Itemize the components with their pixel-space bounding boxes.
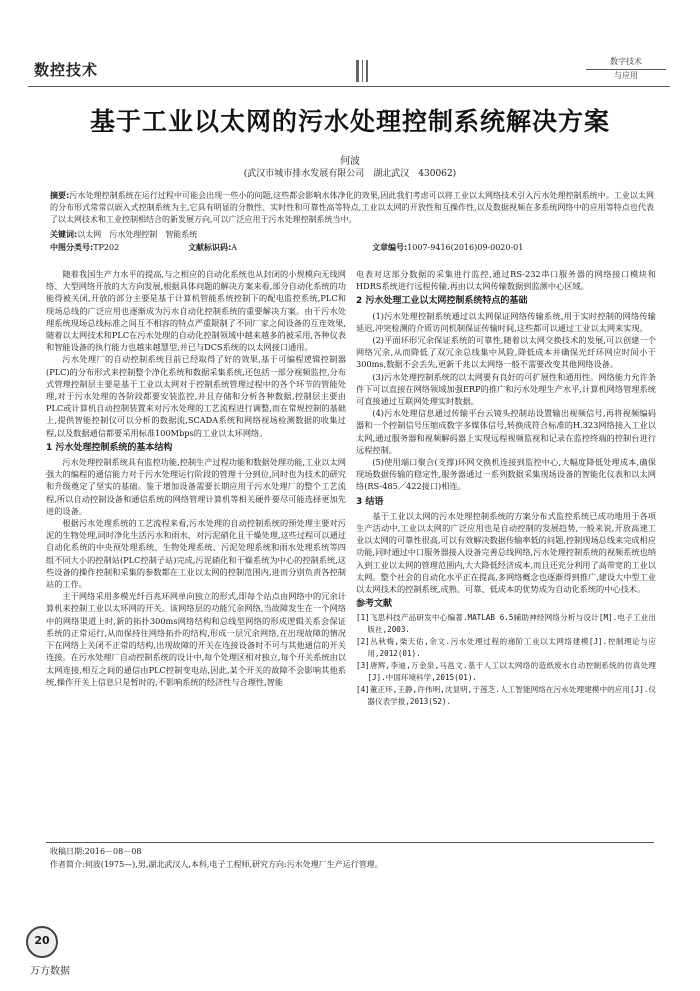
section1-paragraph-2: 根据污水处理系统的工艺流程来看,污水处理的自动控制系统的预处理主要对污泥的生物处理,同时净化生活污水和雨水、对污泥硝化且干燥处理,这些过程可以通过自动化系统的中央预处理系统、生物处理系统、污泥处理系统和雨水处理系统等四组不同大小的控制站(PLC控制子站)完成,污泥硝化和干燥系统为中心的控制系统,这些设备的操作控制和采集的参数都在工业以太网的控制范围内,进而分别负责各控制站的工作。 [46, 518, 346, 590]
author-bio: 作者简介:何波(1975—),男,湖北武汉人,本科,电子工程师,研究方向:污水处理厂生产运行管理。 [50, 860, 383, 869]
section-heading-1: 1 污水处理控制系统的基本结构 [46, 442, 173, 453]
feature-paragraph-1: (1)污水处理控制系统通过以太网保证网络传输系统,用于实时控制的网络传输延迟,冲突检测的介质访问机制保证传输时间,这些都可以通过工业以太网来实现。 [356, 310, 656, 333]
section1-paragraph-3: 主干网络采用多模光纤百兆环网单向独立的形式,即每个站点由网络中的冗余计算机来控制工业以太环网的开关。该网络层的功能冗余网络,当故障发生在一个网络中的网络渠道上时,新的拓扑300ms网络结构和总线型网络的形成逻辑关系会保证系统的正常运行,从而保持住网络拓扑的结构,形成一层冗余网络,在出现故障的情况下在网络上关闭不正常的结构,出现故障的开关在连接设备时不可与其他通信的开关连接。在污水处理厂自动控制系统的设计中,每个处理区相对独立,每个开关系统由以太网连接,相互之间的通信由PLC控制变电站,因此,某个开关的故障不会影响其他系统,操作开关上信息只是暂时的,不影响系统的经济性与合理性,智能 [46, 591, 346, 687]
abstract [50, 190, 654, 226]
right-column [356, 268, 656, 708]
reference-item: [2]丛秋梅,柴天佑,余文.污水处理过程的递阶工业以太网络建模[J].控制理论与应用,2012(01). [356, 637, 656, 659]
author: 何波 [340, 156, 360, 167]
doc-value: A [231, 243, 237, 252]
feature-paragraph-4: (4)污水处理信息通过传输平台云镜头控制站设置输出视频信号,再将视频编码器和一个控制信号压缩成数字多媒体信号,转换成符合标准的H.323网络接入工业以太网,通过服务器和视频解码器上实现远程视频监视和记录在监控终端的控制台进行远程控制。 [356, 408, 656, 455]
continued-paragraph: 电表对这部分数据的采集进行监控,通过RS-232串口服务器的网络接口模块和HDRS系统进行远程传输,再由以太网传输数据到监测中心区域。 [356, 269, 656, 292]
document-code [188, 242, 237, 253]
reference-item: [1]飞思科技产品研发中心编著.MATLAB 6.5辅助神经网络分析与设计[M].电子工业出版社,2003. [356, 613, 656, 635]
reference-item: [3]唐辉,李迪,万金泉,马邕文.基于人工以太网络的造纸废水自动控制系统的仿真处理[J].中国环境科学,2015(01). [356, 661, 656, 683]
abstract-text: 污水处理控制系统在运行过程中可能会出现一些小的问题,这些都会影响水体净化的效果,因此我们考虑可以将工业以太网络技术引入污水处理控制系统中。工业以太网的分布形式常常以嵌入式控制系统为主,它具有明显的分散性、实时性和可靠性高等特点,工业以太网的开放性和互操作性,以及数据视频在多系统网络中的应用等特点也代表了以太网技术和工业控制相结合的新发展方向,可以广泛应用于污水处理控制系统当中。 [50, 191, 654, 224]
journal-logo-line1: 数字技术 [586, 56, 666, 70]
intro-paragraph-2: 污水处理厂的自动控制系统目前已经取得了好的效果,基于可编程逻辑控制器(PLC)的分布形式来控制整个净化系统和数据采集系统,还包括一部分视频监控,分布式管理控制层主要是基于工业以太网对于控制系统管理过程中的各个环节的管能处理,对于污水处理的各阶段都要安装监控,并且存储和分析各种数据,控制层主要由PLC或计算机自动控制装置来对污水处理的工艺流程进行调整,而在常规控制的基础上,提供智能控制仪可以分析的数据流,SCADA系统和网络视场检测数据的收集过程,以及数据通信都要采用标准100Mbps的工业以太环网络。 [46, 354, 346, 438]
keywords [50, 229, 197, 240]
art-value: 1007-9416(2016)09-0020-01 [407, 243, 524, 252]
feature-paragraph-3: (3)污水处理控制系统的以太网要有良好的可扩展性和通用性。网络能力允许条件下可以直接在网络领域加强ERP的推广和污水处理生产水平,计算机网络管理系统可直接通过互联网处理实时数据。 [356, 371, 656, 407]
footnote-divider [46, 842, 654, 843]
feature-paragraph-5: (5)使用端口聚合(支撑)环网交换机连接到监控中心,大幅度降低处理成本,确保现场数据传输的稳定性,服务器通过一系列数据采集现场设备的智能化仪表和以太网络(RS-485／422接口)相连。 [356, 457, 656, 492]
section-header: 数控技术 [34, 61, 99, 79]
abstract-label: 摘要: [50, 191, 70, 200]
wanfang-watermark: 万方数据 [30, 966, 70, 977]
received-date: 收稿日期:2016－08－08 [50, 847, 142, 856]
journal-logo [586, 56, 666, 86]
conclusion-paragraph: 基于工业以太网的污水处理控制系统的方案分布式监控系统已成功地用于各项生产活动中,工业以太网的广泛应用也是自动控制的发展趋势,一般来说,开放高速工业以太网的可靠性很高,可以有效解决数据传输率低的问题,控制现场总线来完成相应功能,同时通过中口服务器接入设备完善总线网络,污水处理控制系统的视频系统也纳入到工业以太网的管理范围内,大大降低经济成本,而且还充分利用了高带宽的工业以太网。整个社会的自动化水平正在提高,多网络概念也逐渐得到推广,建设大中型工业以太网技术的控制系统,成熟、可靠、低成本的优势成为自动化系统的中心技术。 [356, 510, 656, 595]
left-column [46, 268, 346, 688]
journal-logo-line2: 与应用 [614, 71, 638, 80]
affiliation: (武汉市城市排水发展有限公司 湖北武汉 430062) [243, 169, 457, 179]
art-label: 文章编号: [372, 243, 408, 252]
header-divider [28, 86, 670, 87]
section-heading-3: 3 结语 [356, 496, 384, 507]
section1-paragraph-1: 污水处理控制系统具有监控功能,控制生产过程功能和数据处理功能,工业以太网强大的编程的通信能力对于污水处理运行阶段的管理十分到位,同时也为技术的研究和升级奠定了坚实的基础。鉴于增加设备需要长期应用于污水处理厂的整个工艺流程,所以自动控制设备和通信系统的网络管理计算机等相关硬件要尽可能选择更加先进的设备。 [46, 457, 346, 516]
clc-value: TP202 [93, 243, 120, 252]
section-heading-2: 2 污水处理工业以太网控制系统特点的基础 [356, 296, 528, 307]
article-number [372, 242, 523, 253]
keywords-text: 以太网 污水处理控制 智能系统 [77, 230, 198, 239]
doc-label: 文献标识码: [188, 243, 232, 252]
references-heading: 参考文献 [356, 599, 393, 610]
keywords-label: 关键词: [50, 230, 78, 239]
clc-number [50, 242, 119, 253]
intro-paragraph-1: 随着我国生产力水平的提高,与之相应的自动化系统也从封闭的小规模向无线网络、大型网络开放的大方向发展,根据具体问题的解决方案来看,部分自动化系统的功能得被关闭,开放的部分主要是基于计算机管能系统控制下的配电监控系统,PLC和现场总线的广泛应用也逐渐成为污水自动化控制系统的重要解决方案。由于污水处理系统现场总线标准之间互不相容的特点严重限制了不同厂家之间设备的互连效果,随着以太网技术和PLC在污水处理的自动化控制领域中越来越多的被采用,各种仪表和智能设备的执行能力也越来越慧型,并已与DCS系统的以太网接口通用。 [46, 269, 346, 353]
page-number: 20 [34, 934, 50, 947]
clc-label: 中图分类号: [50, 243, 94, 252]
paper-title: 基于工业以太网的污水处理控制系统解决方案 [89, 107, 610, 136]
reference-item: [4]董正环,王静,许伟明,沈显明,于莲芝.人工智能网络在污水处理建模中的应用[J].仪器仪表学报,2013(S2). [356, 685, 656, 707]
feature-paragraph-2: (2)平面环形冗余保证系统的可靠性,随着以太网交换技术的发展,可以创建一个网络冗余,从而降低了双冗余总线集中风险,降低成本并确保光纤环网应时间小于300ms,数据不会丢失,更新千兆以太网络一般不需要改变其他网络设备。 [356, 335, 656, 370]
